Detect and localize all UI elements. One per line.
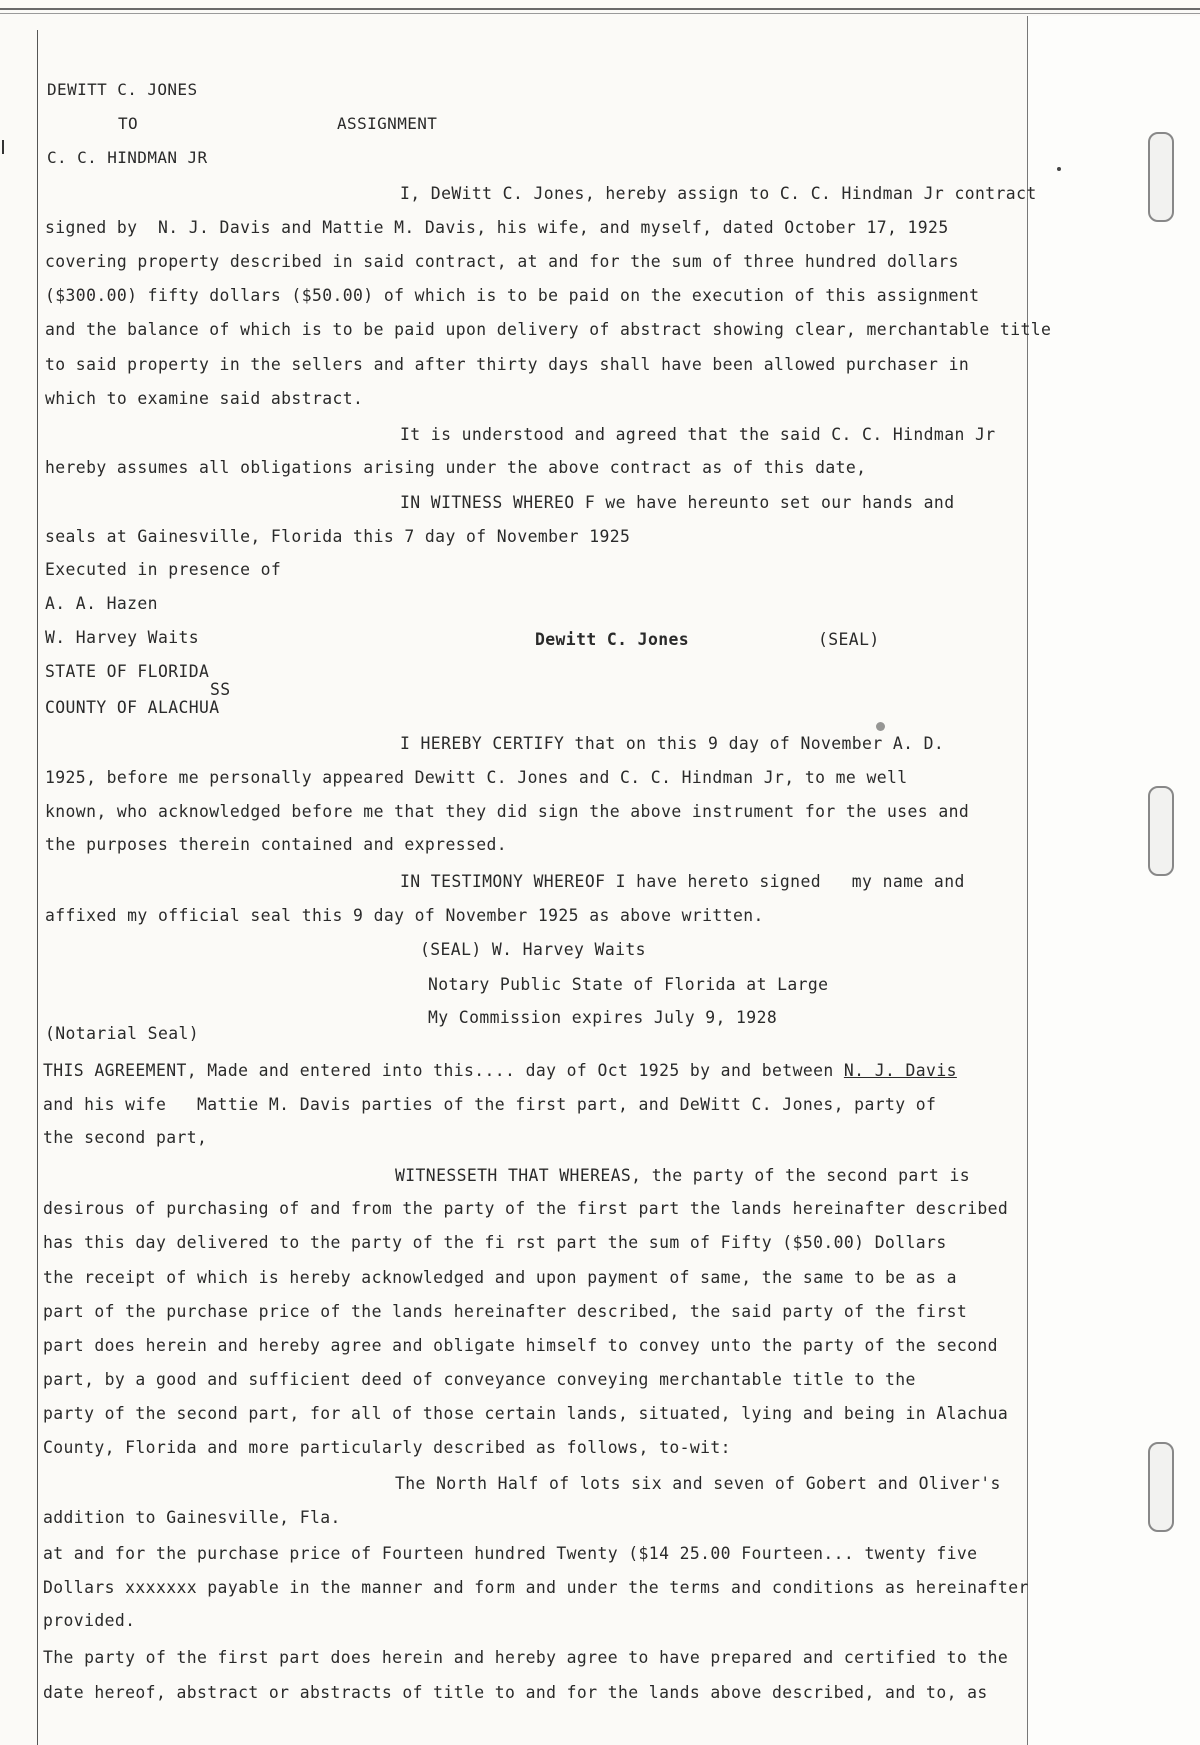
- top-border-inner: [0, 13, 1200, 14]
- text-line: to said property in the sellers and after thirty days shall have been allowed purchaser in: [45, 355, 970, 374]
- text-line: signed by N. J. Davis and Mattie M. Davis, his wife, and myself, dated October 17, 1925: [45, 218, 949, 237]
- text-line: the purposes therein contained and expressed.: [45, 835, 508, 854]
- notary-line: (SEAL) W. Harvey Waits: [420, 940, 646, 959]
- text-line: Dollars xxxxxxx payable in the manner and form and under the terms and conditions as hereinafter: [43, 1578, 1029, 1597]
- text-line: 1925, before me personally appeared Dewitt C. Jones and C. C. Hindman Jr, to me well: [45, 768, 908, 787]
- executed-line: Executed in presence of: [45, 560, 282, 579]
- agreement-party: N. J. Davis: [843, 1061, 957, 1080]
- heading-grantee: C. C. HINDMAN JR: [47, 148, 208, 167]
- text-line: and the balance of which is to be paid upon delivery of abstract showing clear, merchantable title: [45, 320, 1052, 339]
- ink-speck: [1057, 167, 1061, 171]
- text-line: I HEREBY CERTIFY that on this 9 day of November A. D.: [400, 734, 945, 753]
- text-line: the second part,: [43, 1128, 208, 1147]
- right-margin-rule: [1027, 16, 1028, 1745]
- text-line: The North Half of lots six and seven of Gobert and Oliver's: [395, 1474, 1001, 1493]
- text-line: hereby assumes all obligations arising under the above contract as of this date,: [45, 458, 867, 477]
- left-margin-rule: [37, 30, 38, 1745]
- text-line: It is understood and agreed that the said C. C. Hindman Jr: [400, 425, 996, 444]
- text-line: which to examine said abstract.: [45, 389, 364, 408]
- text-line: provided.: [43, 1611, 136, 1630]
- edge-mark: [2, 140, 4, 154]
- text-line: party of the second part, for all of those certain lands, situated, lying and being in Alachua: [43, 1404, 1009, 1423]
- text-line: seals at Gainesville, Florida this 7 day of November 1925: [45, 527, 631, 546]
- binder-ring-middle: [1148, 786, 1174, 876]
- text-line: the receipt of which is hereby acknowledged and upon payment of same, the same to be as a: [43, 1268, 957, 1287]
- heading-title: ASSIGNMENT: [337, 114, 438, 133]
- agreement-line: [43, 1061, 957, 1081]
- text-line: IN WITNESS WHEREO F we have hereunto set our hands and: [400, 493, 955, 512]
- text-line: part does herein and hereby agree and obligate himself to convey unto the party of the second: [43, 1336, 998, 1355]
- text-line: and his wife Mattie M. Davis parties of the first part, and DeWitt C. Jones, party of: [43, 1095, 937, 1114]
- county-line: COUNTY OF ALACHUA: [45, 698, 220, 717]
- text-line: known, who acknowledged before me that they did sign the above instrument for the uses and: [45, 802, 970, 821]
- text-line: part of the purchase price of the lands hereinafter described, the said party of the first: [43, 1302, 968, 1321]
- notary-line: Notary Public State of Florida at Large: [428, 975, 829, 994]
- ink-blot: [876, 722, 885, 731]
- text-line: County, Florida and more particularly described as follows, to-wit:: [43, 1438, 731, 1457]
- heading-grantor: DEWITT C. JONES: [47, 80, 198, 99]
- notarial-seal-label: (Notarial Seal): [45, 1024, 200, 1043]
- text-line: IN TESTIMONY WHEREOF I have hereto signed my name and: [400, 872, 965, 891]
- text-line: part, by a good and sufficient deed of conveyance conveying merchantable title to the: [43, 1370, 916, 1389]
- heading-to: TO: [118, 114, 139, 133]
- text-line: I, DeWitt C. Jones, hereby assign to C. C. Hindman Jr contract: [400, 184, 1037, 203]
- text-line: addition to Gainesville, Fla.: [43, 1508, 341, 1527]
- witness-name: A. A. Hazen: [45, 594, 158, 613]
- agreement-prefix: THIS AGREEMENT, Made and entered into this.... day of Oct 1925 by and between: [43, 1061, 844, 1080]
- text-line: The party of the first part does herein and hereby agree to have prepared and certified to the: [43, 1648, 1009, 1667]
- ss-mark: SS: [210, 680, 231, 699]
- top-border: [0, 8, 1200, 10]
- right-margin: [1028, 16, 1200, 1745]
- witness-name: W. Harvey Waits: [45, 628, 200, 647]
- text-line: covering property described in said contract, at and for the sum of three hundred dollars: [45, 252, 959, 271]
- binder-ring-bottom: [1148, 1442, 1174, 1532]
- text-line: affixed my official seal this 9 day of November 1925 as above written.: [45, 906, 764, 925]
- state-line: STATE OF FLORIDA: [45, 662, 210, 681]
- text-line: date hereof, abstract or abstracts of title to and for the lands above described, and to, as: [43, 1683, 988, 1702]
- seal-mark: (SEAL): [818, 630, 880, 649]
- binder-ring-top: [1148, 132, 1174, 222]
- text-line: desirous of purchasing of and from the party of the first part the lands hereinafter described: [43, 1199, 1009, 1218]
- signer-name: Dewitt C. Jones: [535, 630, 690, 649]
- text-line: ($300.00) fifty dollars ($50.00) of which is to be paid on the execution of this assignment: [45, 286, 980, 305]
- text-line: at and for the purchase price of Fourteen hundred Twenty ($14 25.00 Fourteen... twenty five: [43, 1544, 978, 1563]
- text-line: has this day delivered to the party of the fi rst part the sum of Fifty ($50.00) Dollars: [43, 1233, 947, 1252]
- text-line: WITNESSETH THAT WHEREAS, the party of the second part is: [395, 1166, 971, 1185]
- notary-line: My Commission expires July 9, 1928: [428, 1008, 778, 1027]
